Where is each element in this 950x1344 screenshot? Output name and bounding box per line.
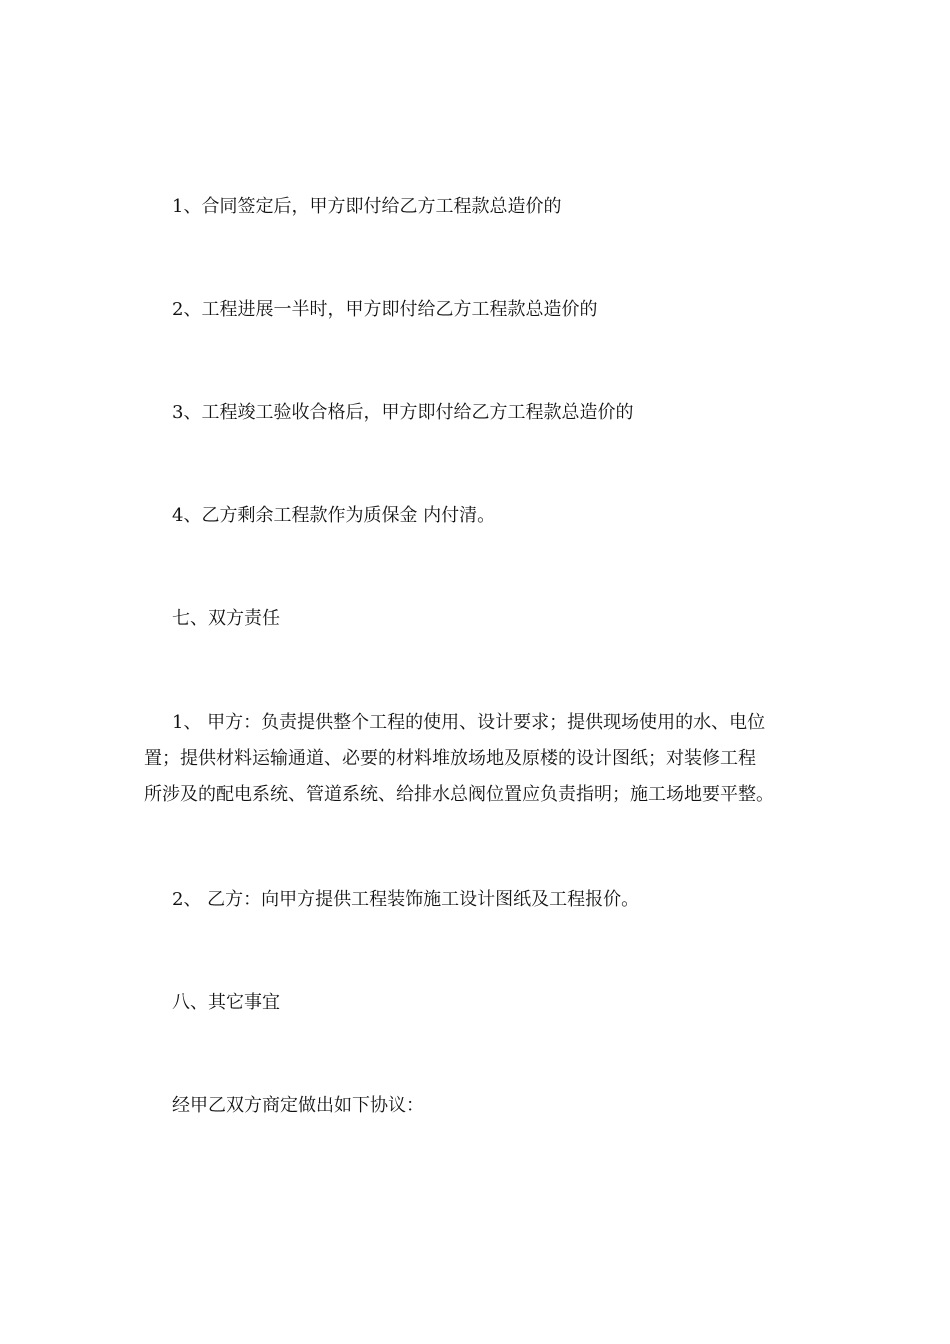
- payment-item-3: 3、工程竣工验收合格后，甲方即付给乙方工程款总造价的: [172, 402, 634, 423]
- payment-item-4: 4、乙方剩余工程款作为质保金 内付清。: [172, 505, 496, 526]
- agreement-intro: 经甲乙双方商定做出如下协议：: [172, 1095, 424, 1116]
- section-7-heading: 七、双方责任: [172, 608, 280, 629]
- payment-item-1: 1、合同签定后，甲方即付给乙方工程款总造价的: [172, 196, 562, 217]
- party-a-responsibility: [144, 705, 804, 813]
- party-b-responsibility: 2、 乙方：向甲方提供工程装饰施工设计图纸及工程报价。: [172, 889, 640, 910]
- section-8-heading: 八、其它事宜: [172, 992, 280, 1013]
- payment-item-2: 2、工程进展一半时，甲方即付给乙方工程款总造价的: [172, 299, 598, 320]
- party-a-line-1: 1、 甲方：负责提供整个工程的使用、设计要求；提供现场使用的水、电位: [172, 712, 766, 733]
- party-a-line-3: 所涉及的配电系统、管道系统、给排水总阀位置应负责指明；施工场地要平整。: [144, 784, 774, 805]
- party-a-line-2: 置；提供材料运输通道、必要的材料堆放场地及原楼的设计图纸；对装修工程: [144, 748, 756, 769]
